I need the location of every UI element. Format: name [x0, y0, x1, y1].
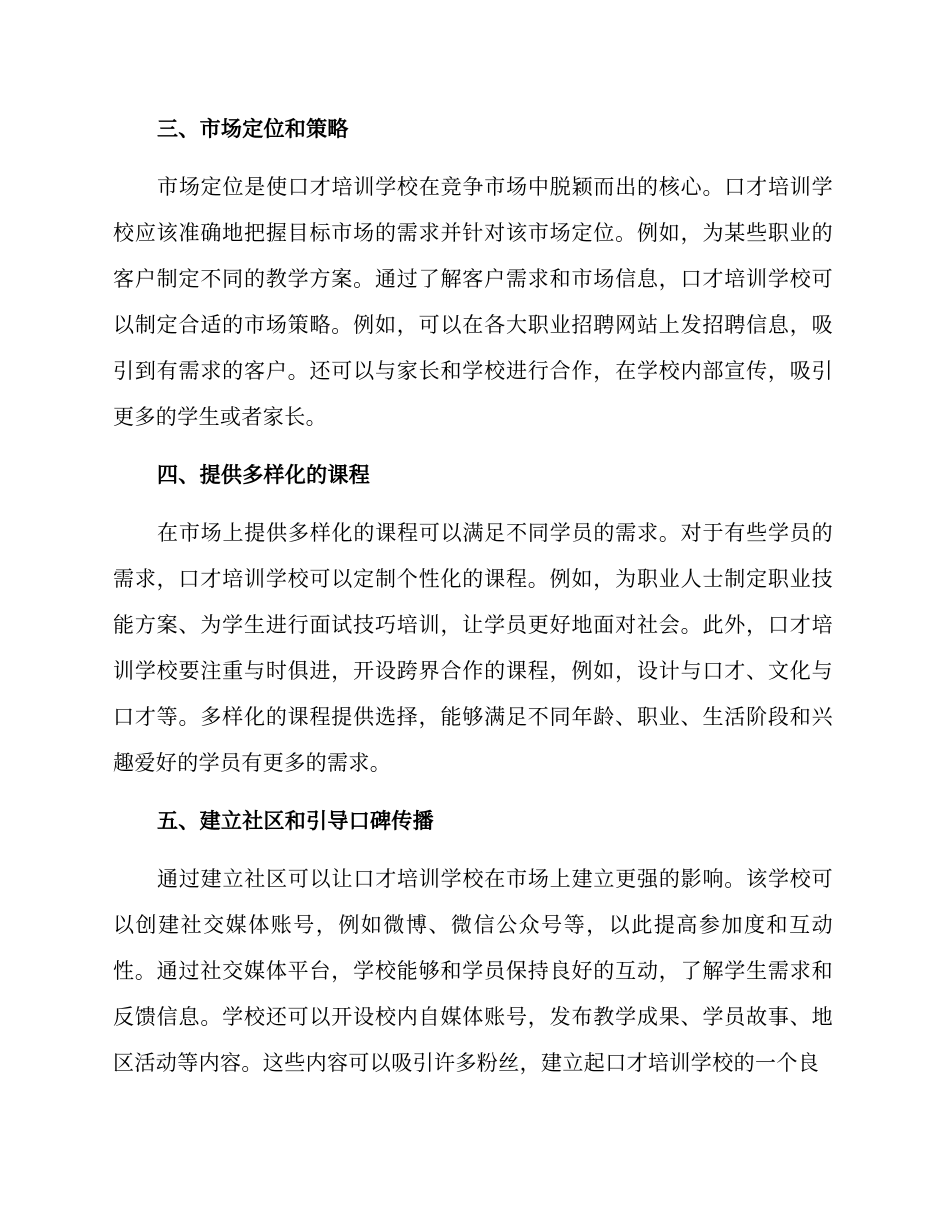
- section-heading-community: 五、建立社区和引导口碑传播: [157, 809, 434, 833]
- section-heading-diverse-courses: 四、提供多样化的课程: [157, 463, 370, 487]
- section-body-diverse-courses: 在市场上提供多样化的课程可以满足不同学员的需求。对于有些学员的需求，口才培训学校可以定制个性化的课程。例如，为职业人士制定职业技能方案、为学生进行面试技巧培训，让学员更好地面对社会。此外，口才培训学校要注重与时俱进，开设跨界合作的课程，例如，设计与口才、文化与口才等。多样化的课程提供选择，能够满足不同年龄、职业、生活阶段和兴趣爱好的学员有更多的需求。: [113, 521, 833, 775]
- section-body-market-positioning: 市场定位是使口才培训学校在竞争市场中脱颖而出的核心。口才培训学校应该准确地把握目标市场的需求并针对该市场定位。例如，为某些职业的客户制定不同的教学方案。通过了解客户需求和市场信息，口才培训学校可以制定合适的市场策略。例如，可以在各大职业招聘网站上发招聘信息，吸引到有需求的客户。还可以与家长和学校进行合作，在学校内部宣传，吸引更多的学生或者家长。: [113, 175, 833, 429]
- section-body-community: 通过建立社区可以让口才培训学校在市场上建立更强的影响。该学校可以创建社交媒体账号，例如微博、微信公众号等，以此提高参加度和互动性。通过社交媒体平台，学校能够和学员保持良好的互动，了解学生需求和反馈信息。学校还可以开设校内自媒体账号，发布教学成果、学员故事、地区活动等内容。这些内容可以吸引许多粉丝，建立起口才培训学校的一个良: [113, 867, 833, 1075]
- section-heading-market-positioning: 三、市场定位和策略: [157, 117, 349, 141]
- document-content: [113, 106, 833, 1086]
